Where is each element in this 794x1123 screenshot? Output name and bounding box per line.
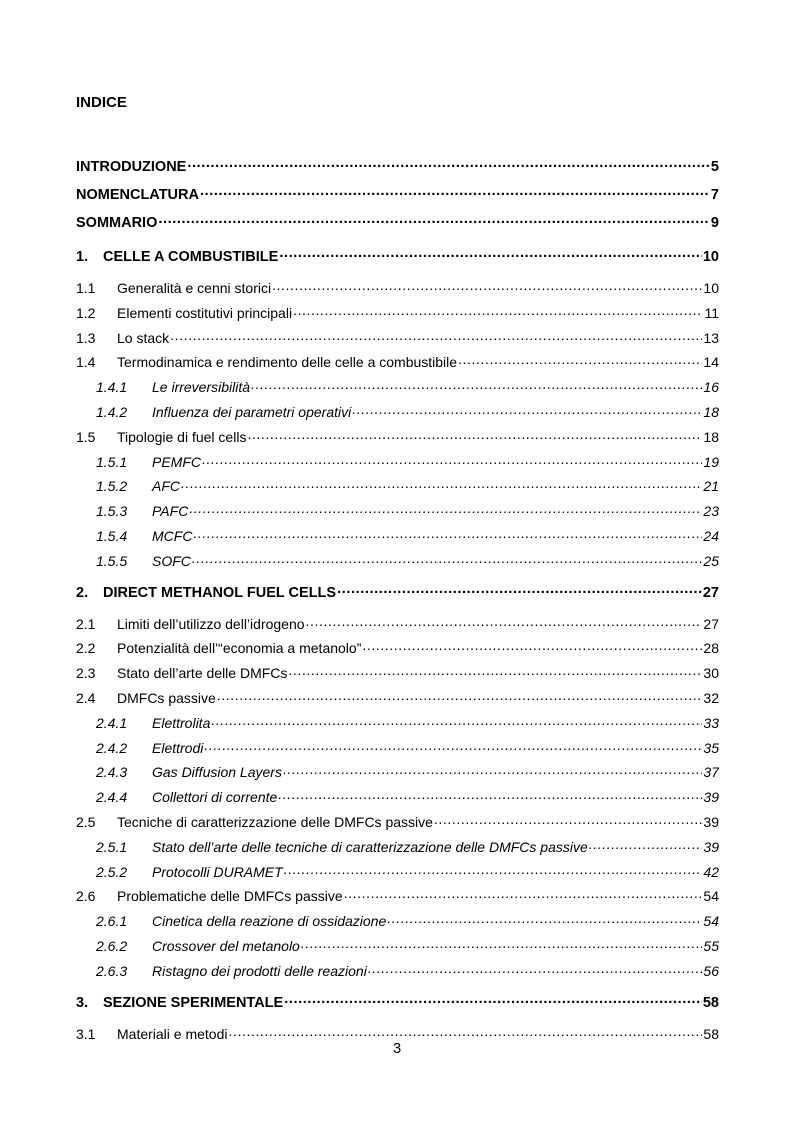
toc-entry[interactable]: [76, 277, 719, 302]
toc-entry-title: SOMMARIO: [76, 215, 158, 231]
toc-entry-number: 2.4.3: [96, 764, 128, 781]
toc-entry-page: 27: [702, 584, 719, 601]
toc-entry[interactable]: [76, 183, 719, 211]
toc-entry-title: MCFC: [152, 527, 193, 544]
toc-entry-number: 1.4.2: [96, 403, 128, 420]
toc-entry-number: 2.6.3: [96, 962, 128, 979]
dot-leader: [251, 376, 702, 392]
toc-entry-number: 1.5.2: [96, 478, 128, 495]
toc-entry-title: SOFC: [152, 552, 191, 569]
toc-entry-page: 14: [703, 354, 719, 371]
toc-entry-title: PAFC: [152, 503, 189, 520]
dot-leader: [288, 662, 702, 678]
toc-entry-number: 2.: [76, 584, 89, 601]
dot-leader: [283, 761, 702, 777]
dot-leader: [387, 910, 702, 926]
toc-entry[interactable]: [76, 786, 719, 811]
toc-entry-page: 10: [702, 249, 719, 265]
toc-entry-title: Tecniche di caratterizzazione delle DMFCs passive: [117, 813, 433, 830]
toc-entry-title: Protocolli DURAMET: [152, 863, 283, 880]
dot-leader: [362, 637, 702, 653]
toc-entry-title: CELLE A COMBUSTIBILE: [103, 249, 279, 265]
toc-entry-page: 56: [703, 962, 719, 979]
toc-entry[interactable]: [76, 991, 719, 1023]
toc-entry-page: 9: [710, 215, 719, 231]
dot-leader: [279, 245, 702, 261]
toc-entry[interactable]: [76, 245, 719, 277]
toc-entry-page: 55: [703, 937, 719, 954]
toc-entry[interactable]: [76, 302, 719, 327]
toc-entry-title: Crossover del metanolo: [152, 937, 300, 954]
toc-entry-title: Lo stack: [117, 329, 170, 346]
toc-entry-title: Le irreversibilità: [152, 379, 251, 396]
toc-entry-page: 39: [703, 838, 719, 855]
dot-leader: [192, 550, 703, 566]
toc-entry-number: 1.5.4: [96, 527, 128, 544]
dot-leader: [170, 327, 702, 343]
dot-leader: [200, 183, 710, 199]
toc-entry-page: 13: [703, 329, 719, 346]
toc-entry-title: AFC: [152, 478, 180, 495]
toc-entry-page: 28: [703, 640, 719, 657]
toc-entry-title: Problematiche delle DMFCs passive: [117, 888, 343, 905]
toc-entry-number: 1.4: [76, 354, 96, 371]
dot-leader: [187, 155, 710, 171]
toc-entry[interactable]: [76, 613, 719, 638]
toc-entry-title: Collettori di corrente: [152, 789, 278, 806]
dot-leader: [247, 426, 702, 442]
toc-entry-number: 1.5: [76, 428, 96, 445]
toc-entry[interactable]: [76, 550, 719, 575]
toc-entry-title: NOMENCLATURA: [76, 187, 199, 203]
toc-entry-title: DIRECT METHANOL FUEL CELLS: [103, 584, 337, 601]
toc-entry[interactable]: [76, 910, 719, 935]
toc-entry-title: Elettrodi: [152, 739, 204, 756]
toc-entry-page: 32: [703, 689, 719, 706]
toc-entry-title: Elettrolita: [152, 714, 211, 731]
toc-entry-title: Termodinamica e rendimento delle celle a combustibile: [117, 354, 458, 371]
toc-entry-number: 3.1: [76, 1025, 96, 1042]
toc-entry-page: 18: [703, 428, 719, 445]
toc-entry[interactable]: [76, 861, 719, 886]
toc-entry-page: 58: [702, 994, 719, 1011]
dot-leader: [158, 211, 710, 227]
dot-leader: [278, 786, 702, 802]
toc-entry[interactable]: [76, 581, 719, 613]
toc-entry-number: 2.6.2: [96, 937, 128, 954]
toc-entry-page: 35: [703, 739, 719, 756]
toc-entry[interactable]: [76, 960, 719, 985]
toc-entry[interactable]: [76, 327, 719, 352]
dot-leader: [202, 451, 702, 467]
toc-entry-page: 10: [703, 280, 719, 296]
table-of-contents: [76, 155, 719, 1047]
toc-entry-title: Tipologie di fuel cells: [117, 428, 247, 445]
dot-leader: [189, 500, 702, 516]
dot-leader: [181, 475, 702, 491]
toc-entry-number: 3.: [76, 994, 89, 1011]
dot-leader: [344, 885, 703, 901]
toc-entry[interactable]: [76, 525, 719, 550]
toc-entry-title: PEMFC: [152, 453, 201, 470]
toc-entry-page: 7: [710, 187, 719, 203]
dot-leader: [589, 836, 703, 852]
dot-leader: [217, 687, 703, 703]
toc-entry-number: 2.6: [76, 888, 96, 905]
toc-entry-page: 19: [703, 453, 719, 470]
toc-entry-number: 1.3: [76, 329, 96, 346]
toc-entry[interactable]: [76, 662, 719, 687]
toc-entry-page: 18: [703, 403, 719, 420]
toc-entry-title: Ristagno dei prodotti delle reazioni: [152, 962, 367, 979]
dot-leader: [352, 401, 702, 417]
toc-entry-number: 2.5.1: [96, 838, 128, 855]
toc-entry-number: 2.2: [76, 640, 96, 657]
dot-leader: [306, 613, 703, 629]
dot-leader: [193, 525, 702, 541]
toc-entry-title: Gas Diffusion Layers: [152, 764, 282, 781]
dot-leader: [284, 991, 702, 1007]
toc-entry-number: 1.2: [76, 304, 96, 321]
toc-entry-number: 2.4.4: [96, 789, 128, 806]
toc-entry[interactable]: [76, 811, 719, 836]
dot-leader: [204, 737, 702, 753]
dot-leader: [301, 935, 703, 951]
toc-entry-number: 2.4.1: [96, 714, 128, 731]
toc-entry-title: Limiti dell’utilizzo dell’idrogeno: [117, 615, 305, 632]
toc-entry[interactable]: [76, 637, 719, 662]
toc-entry[interactable]: [76, 155, 719, 183]
toc-entry-number: 1.5.3: [96, 503, 128, 520]
toc-entry-title: SEZIONE SPERIMENTALE: [103, 994, 284, 1011]
toc-entry-number: 1.: [76, 249, 89, 265]
toc-entry-number: 2.5.2: [96, 863, 128, 880]
toc-entry-number: 1.4.1: [96, 379, 128, 396]
toc-entry[interactable]: [76, 687, 719, 712]
toc-entry-number: 1.5.1: [96, 453, 128, 470]
toc-entry-title: Influenza dei parametri operativi: [152, 403, 352, 420]
toc-entry[interactable]: [76, 451, 719, 476]
toc-entry-number: 2.3: [76, 665, 96, 682]
toc-entry[interactable]: [76, 500, 719, 525]
toc-entry-number: 2.4.2: [96, 739, 128, 756]
toc-entry-title: Elementi costitutivi principali: [117, 304, 293, 321]
dot-leader: [434, 811, 703, 827]
toc-entry-number: 2.1: [76, 615, 96, 632]
toc-entry-page: 25: [703, 552, 719, 569]
dot-leader: [229, 1023, 703, 1039]
page-number: 3: [392, 1040, 402, 1057]
toc-entry-page: 30: [703, 665, 719, 682]
toc-entry-number: 2.4: [76, 689, 96, 706]
toc-entry-title: Materiali e metodi: [117, 1025, 228, 1042]
toc-entry-page: 5: [710, 159, 719, 175]
toc-entry-title: INTRODUZIONE: [76, 159, 187, 175]
dot-leader: [284, 861, 703, 877]
toc-entry-page: 27: [703, 615, 719, 632]
toc-entry-title: Potenzialità dell’“economia a metanolo”: [117, 640, 362, 657]
toc-entry[interactable]: [76, 761, 719, 786]
toc-entry-number: 2.6.1: [96, 913, 128, 930]
toc-entry-page: 54: [703, 888, 719, 905]
toc-entry-title: Stato dell’arte delle tecniche di caratterizzazione delle DMFCs passive: [152, 838, 588, 855]
toc-entry-page: 54: [703, 913, 719, 930]
toc-entry[interactable]: [76, 401, 719, 426]
toc-entry-title: DMFCs passive: [117, 689, 216, 706]
dot-leader: [337, 581, 702, 597]
dot-leader: [293, 302, 703, 318]
page-title: INDICE: [76, 94, 127, 111]
toc-entry-number: 1.5.5: [96, 552, 128, 569]
dot-leader: [458, 351, 702, 367]
toc-entry-title: Cinetica della reazione di ossidazione: [152, 913, 387, 930]
toc-entry-number: 1.1: [76, 280, 96, 296]
toc-entry-page: 37: [703, 764, 719, 781]
toc-entry[interactable]: [76, 211, 719, 239]
toc-entry-page: 21: [703, 478, 719, 495]
toc-entry[interactable]: [76, 836, 719, 861]
toc-entry-title: Generalità e cenni storici: [117, 280, 272, 296]
toc-entry-page: 39: [703, 813, 719, 830]
toc-entry[interactable]: [76, 885, 719, 910]
toc-entry[interactable]: [76, 712, 719, 737]
toc-entry[interactable]: [76, 351, 719, 376]
toc-entry-number: 2.5: [76, 813, 96, 830]
toc-entry-page: 16: [703, 379, 719, 396]
toc-entry[interactable]: [76, 935, 719, 960]
toc-entry-page: 23: [703, 503, 719, 520]
toc-entry-page: 33: [703, 714, 719, 731]
dot-leader: [368, 960, 703, 976]
toc-entry-page: 24: [703, 527, 719, 544]
toc-entry[interactable]: [76, 475, 719, 500]
toc-entry-page: 39: [703, 789, 719, 806]
toc-entry-page: 58: [703, 1025, 719, 1042]
toc-entry[interactable]: [76, 376, 719, 401]
dot-leader: [272, 277, 702, 293]
toc-entry-page: 11: [704, 304, 719, 321]
toc-entry[interactable]: [76, 737, 719, 762]
dot-leader: [211, 712, 702, 728]
toc-entry-page: 42: [703, 863, 719, 880]
toc-entry[interactable]: [76, 426, 719, 451]
toc-entry-title: Stato dell’arte delle DMFCs: [117, 665, 288, 682]
